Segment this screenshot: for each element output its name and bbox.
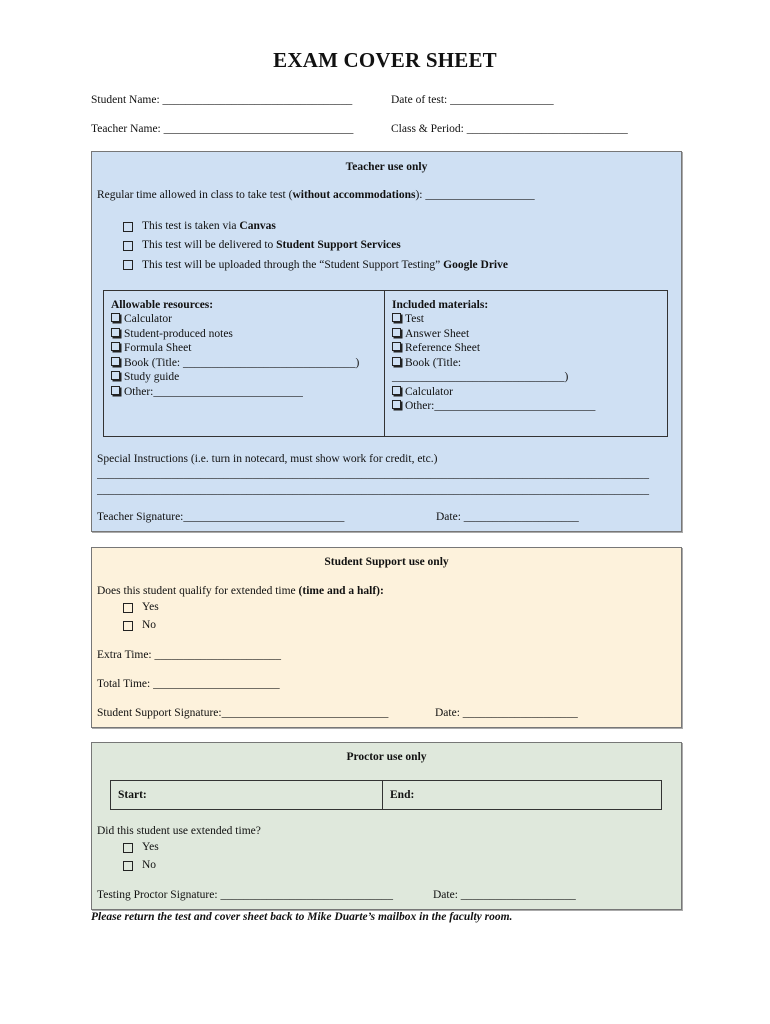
date-of-test-field[interactable]: Date of test: __________________ xyxy=(391,94,554,106)
included-item-test[interactable]: Test xyxy=(392,313,424,325)
allowable-resources-heading: Allowable resources: xyxy=(111,299,214,311)
teacher-date-field[interactable]: Date: ____________________ xyxy=(436,511,579,523)
proctor-date-field[interactable]: Date: ____________________ xyxy=(433,889,576,901)
extended-time-used-question: Did this student use extended time? xyxy=(97,825,261,837)
included-materials-column xyxy=(385,291,667,436)
checkbox-icon xyxy=(111,386,120,395)
checkbox-icon xyxy=(392,342,401,351)
checkbox-icon xyxy=(392,328,401,337)
used-no-label: No xyxy=(142,859,157,871)
qualify-yes-label: Yes xyxy=(142,601,159,613)
proctor-section xyxy=(91,742,682,910)
included-item-calculator[interactable]: Calculator xyxy=(392,386,453,398)
checkbox-icon xyxy=(111,357,120,366)
special-instructions-line-2[interactable]: ________________________________________________________________________________________________ xyxy=(97,484,649,496)
teacher-signature-field[interactable]: Teacher Signature:____________________________ xyxy=(97,511,345,523)
start-time-cell[interactable]: Start: xyxy=(111,781,383,809)
included-item-reference-sheet[interactable]: Reference Sheet xyxy=(392,342,480,354)
total-time-field[interactable]: Total Time: ______________________ xyxy=(97,678,280,690)
included-item-other[interactable]: Other:____________________________ xyxy=(392,400,595,412)
used-yes-label: Yes xyxy=(142,841,159,853)
proctor-heading: Proctor use only xyxy=(346,751,427,763)
class-period-field[interactable]: Class & Period: ____________________________ xyxy=(391,123,628,135)
qualify-no-checkbox[interactable] xyxy=(123,621,133,631)
allowable-item-formula-sheet[interactable]: Formula Sheet xyxy=(111,342,191,354)
allowable-resources-column xyxy=(104,291,385,436)
student-support-date-field[interactable]: Date: ____________________ xyxy=(435,707,578,719)
student-support-services-checkbox[interactable] xyxy=(123,241,133,251)
student-support-signature-field[interactable]: Student Support Signature:_____________________________ xyxy=(97,707,389,719)
end-time-cell[interactable]: End: xyxy=(390,789,415,801)
canvas-option-label: This test is taken via Canvas xyxy=(142,220,276,232)
qualify-yes-checkbox[interactable] xyxy=(123,603,133,613)
allowable-item-notes[interactable]: Student-produced notes xyxy=(111,328,233,340)
special-instructions-line-1[interactable]: ________________________________________________________________________________________________ xyxy=(97,468,649,480)
checkbox-icon xyxy=(111,313,120,322)
start-end-table xyxy=(110,780,662,810)
included-materials-heading: Included materials: xyxy=(392,299,489,311)
student-name-field[interactable]: Student Name: _________________________________ xyxy=(91,94,353,106)
allowable-item-other[interactable]: Other:__________________________ xyxy=(111,386,303,398)
proctor-signature-field[interactable]: Testing Proctor Signature: ______________________________ xyxy=(97,889,393,901)
checkbox-icon xyxy=(111,328,120,337)
teacher-section-heading: Teacher use only xyxy=(345,161,428,173)
checkbox-icon xyxy=(111,342,120,351)
teacher-section xyxy=(91,151,682,532)
student-support-heading: Student Support use only xyxy=(324,556,449,568)
google-drive-checkbox[interactable] xyxy=(123,260,133,270)
extra-time-field[interactable]: Extra Time: ______________________ xyxy=(97,649,282,661)
allowable-item-book[interactable]: Book (Title: ______________________________) xyxy=(111,357,359,369)
checkbox-icon xyxy=(392,400,401,409)
regular-time-field[interactable]: Regular time allowed in class to take test (without accommodations): ___________________ xyxy=(97,189,535,201)
used-no-checkbox[interactable] xyxy=(123,861,133,871)
student-support-section xyxy=(91,547,682,728)
resources-table xyxy=(103,290,668,437)
included-item-answer-sheet[interactable]: Answer Sheet xyxy=(392,328,469,340)
checkbox-icon xyxy=(392,357,401,366)
checkbox-icon xyxy=(392,313,401,322)
included-book-title-line[interactable]: ______________________________) xyxy=(392,371,569,383)
extended-time-question: Does this student qualify for extended time (time and a half): xyxy=(97,585,384,597)
included-item-book[interactable]: Book (Title: xyxy=(392,357,461,369)
page-title: EXAM COVER SHEET xyxy=(273,48,497,72)
canvas-checkbox[interactable] xyxy=(123,222,133,232)
allowable-item-study-guide[interactable]: Study guide xyxy=(111,371,179,383)
checkbox-icon xyxy=(392,386,401,395)
google-drive-option-label: This test will be uploaded through the “Student Support Testing” Google Drive xyxy=(142,259,508,271)
used-yes-checkbox[interactable] xyxy=(123,843,133,853)
checkbox-icon xyxy=(111,371,120,380)
return-instructions: Please return the test and cover sheet back to Mike Duarte’s mailbox in the faculty room. xyxy=(91,911,513,923)
special-instructions-label: Special Instructions (i.e. turn in notecard, must show work for credit, etc.) xyxy=(97,453,438,465)
allowable-item-calculator[interactable]: Calculator xyxy=(111,313,172,325)
student-support-services-option-label: This test will be delivered to Student Support Services xyxy=(142,239,401,251)
qualify-no-label: No xyxy=(142,619,157,631)
teacher-name-field[interactable]: Teacher Name: _________________________________ xyxy=(91,123,354,135)
